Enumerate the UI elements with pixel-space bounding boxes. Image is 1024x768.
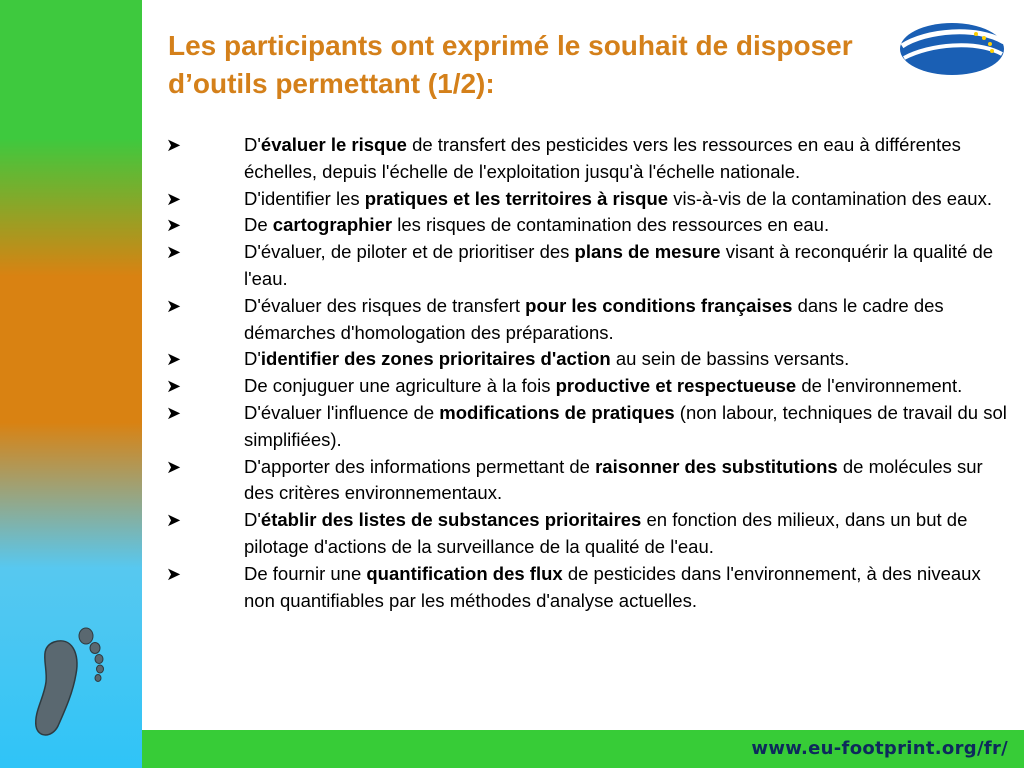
bullet-text: D'	[244, 509, 261, 531]
bullet-text: de transfert des pesticides vers les ressources en eau à différentes échelles, depuis l'échelle de l'exploitation jusqu'à l'échelle nationale.	[244, 134, 961, 182]
list-item	[164, 132, 1014, 186]
arrow-bullet-icon: ➤	[166, 402, 182, 423]
bullet-text: D'évaluer, de piloter et de prioritiser des	[244, 241, 575, 263]
bullet-text: de pesticides dans l'environnement, à des niveaux non quantifiables par les méthodes d'analyse actuelles.	[244, 562, 981, 611]
bullet-text: vis-à-vis de la contamination des eaux.	[668, 187, 992, 209]
footer-bar	[142, 730, 1024, 768]
left-gradient-sidebar	[0, 0, 142, 768]
bullet-emphasis: productive et respectueuse	[555, 375, 797, 397]
bullet-emphasis: pratiques et les territoires à risque	[364, 187, 669, 209]
bullet-text: D'évaluer des risques de transfert	[244, 294, 526, 316]
title-line-2: d’outils permettant (1/2):	[168, 68, 495, 99]
arrow-bullet-icon: ➤	[166, 349, 182, 370]
bullet-text: visant à reconquérir la qualité de l'eau.	[244, 241, 994, 289]
bullet-text: au sein de bassins versants.	[610, 348, 850, 370]
bullet-emphasis: établir des listes de substances prioritaires	[260, 509, 642, 531]
bullet-text: de molécules sur des critères environnementaux.	[244, 455, 983, 504]
arrow-bullet-icon: ➤	[166, 188, 182, 209]
bullet-text: D'	[244, 134, 261, 155]
title-line-1: Les participants ont exprimé le souhait de disposer	[168, 30, 853, 61]
bullet-text: De	[244, 214, 273, 236]
list-item	[164, 346, 1014, 373]
slide-title	[168, 27, 1013, 103]
list-item	[164, 293, 1014, 347]
list-item	[164, 400, 1014, 454]
bullet-text: D'apporter des informations permettant de	[244, 455, 596, 477]
list-item	[164, 561, 1014, 615]
list-item	[164, 507, 1014, 561]
list-item	[164, 373, 1014, 400]
bullet-text: D'	[244, 348, 261, 370]
bullet-emphasis: modifications de pratiques	[439, 401, 675, 423]
bullet-text: De fournir une	[244, 562, 367, 584]
list-item	[164, 212, 1014, 239]
bullet-emphasis: raisonner des substitutions	[595, 455, 838, 477]
arrow-bullet-icon: ➤	[166, 456, 182, 477]
bullet-text: de l'environnement.	[796, 375, 963, 397]
bullet-text: D'identifier les	[244, 187, 365, 209]
footprint-icon	[24, 622, 114, 740]
bullet-emphasis: cartographier	[272, 214, 393, 236]
bullet-text: dans le cadre des démarches d'homologation des préparations.	[244, 294, 944, 343]
bullet-emphasis: identifier des zones prioritaires d'action	[260, 348, 611, 370]
bullet-text: D'évaluer l'influence de	[244, 401, 440, 423]
bullet-emphasis: quantification des flux	[366, 562, 563, 584]
bullet-list	[164, 132, 1014, 614]
bullet-emphasis: évaluer le risque	[260, 134, 407, 155]
arrow-bullet-icon: ➤	[166, 135, 182, 155]
bullet-emphasis: pour les conditions françaises	[525, 294, 793, 316]
arrow-bullet-icon: ➤	[166, 215, 182, 236]
bullet-text: les risques de contamination des ressources en eau.	[392, 214, 830, 236]
list-item	[164, 239, 1014, 293]
arrow-bullet-icon: ➤	[166, 295, 182, 316]
arrow-bullet-icon: ➤	[166, 563, 182, 584]
arrow-bullet-icon: ➤	[166, 242, 182, 263]
list-item	[164, 186, 1014, 213]
list-item	[164, 454, 1014, 508]
footer-url-link[interactable]: www.eu-footprint.org/fr/	[751, 738, 1008, 759]
bullet-emphasis: plans de mesure	[574, 241, 721, 263]
bullet-text: De conjuguer une agriculture à la fois	[244, 375, 556, 397]
arrow-bullet-icon: ➤	[166, 376, 182, 397]
arrow-bullet-icon: ➤	[166, 510, 182, 531]
bullet-text: en fonction des milieux, dans un but de pilotage d'actions de la surveillance de la qualité de l'eau.	[244, 509, 968, 557]
bullet-text: (non labour, techniques de travail du sol simplifiées).	[244, 401, 1007, 450]
